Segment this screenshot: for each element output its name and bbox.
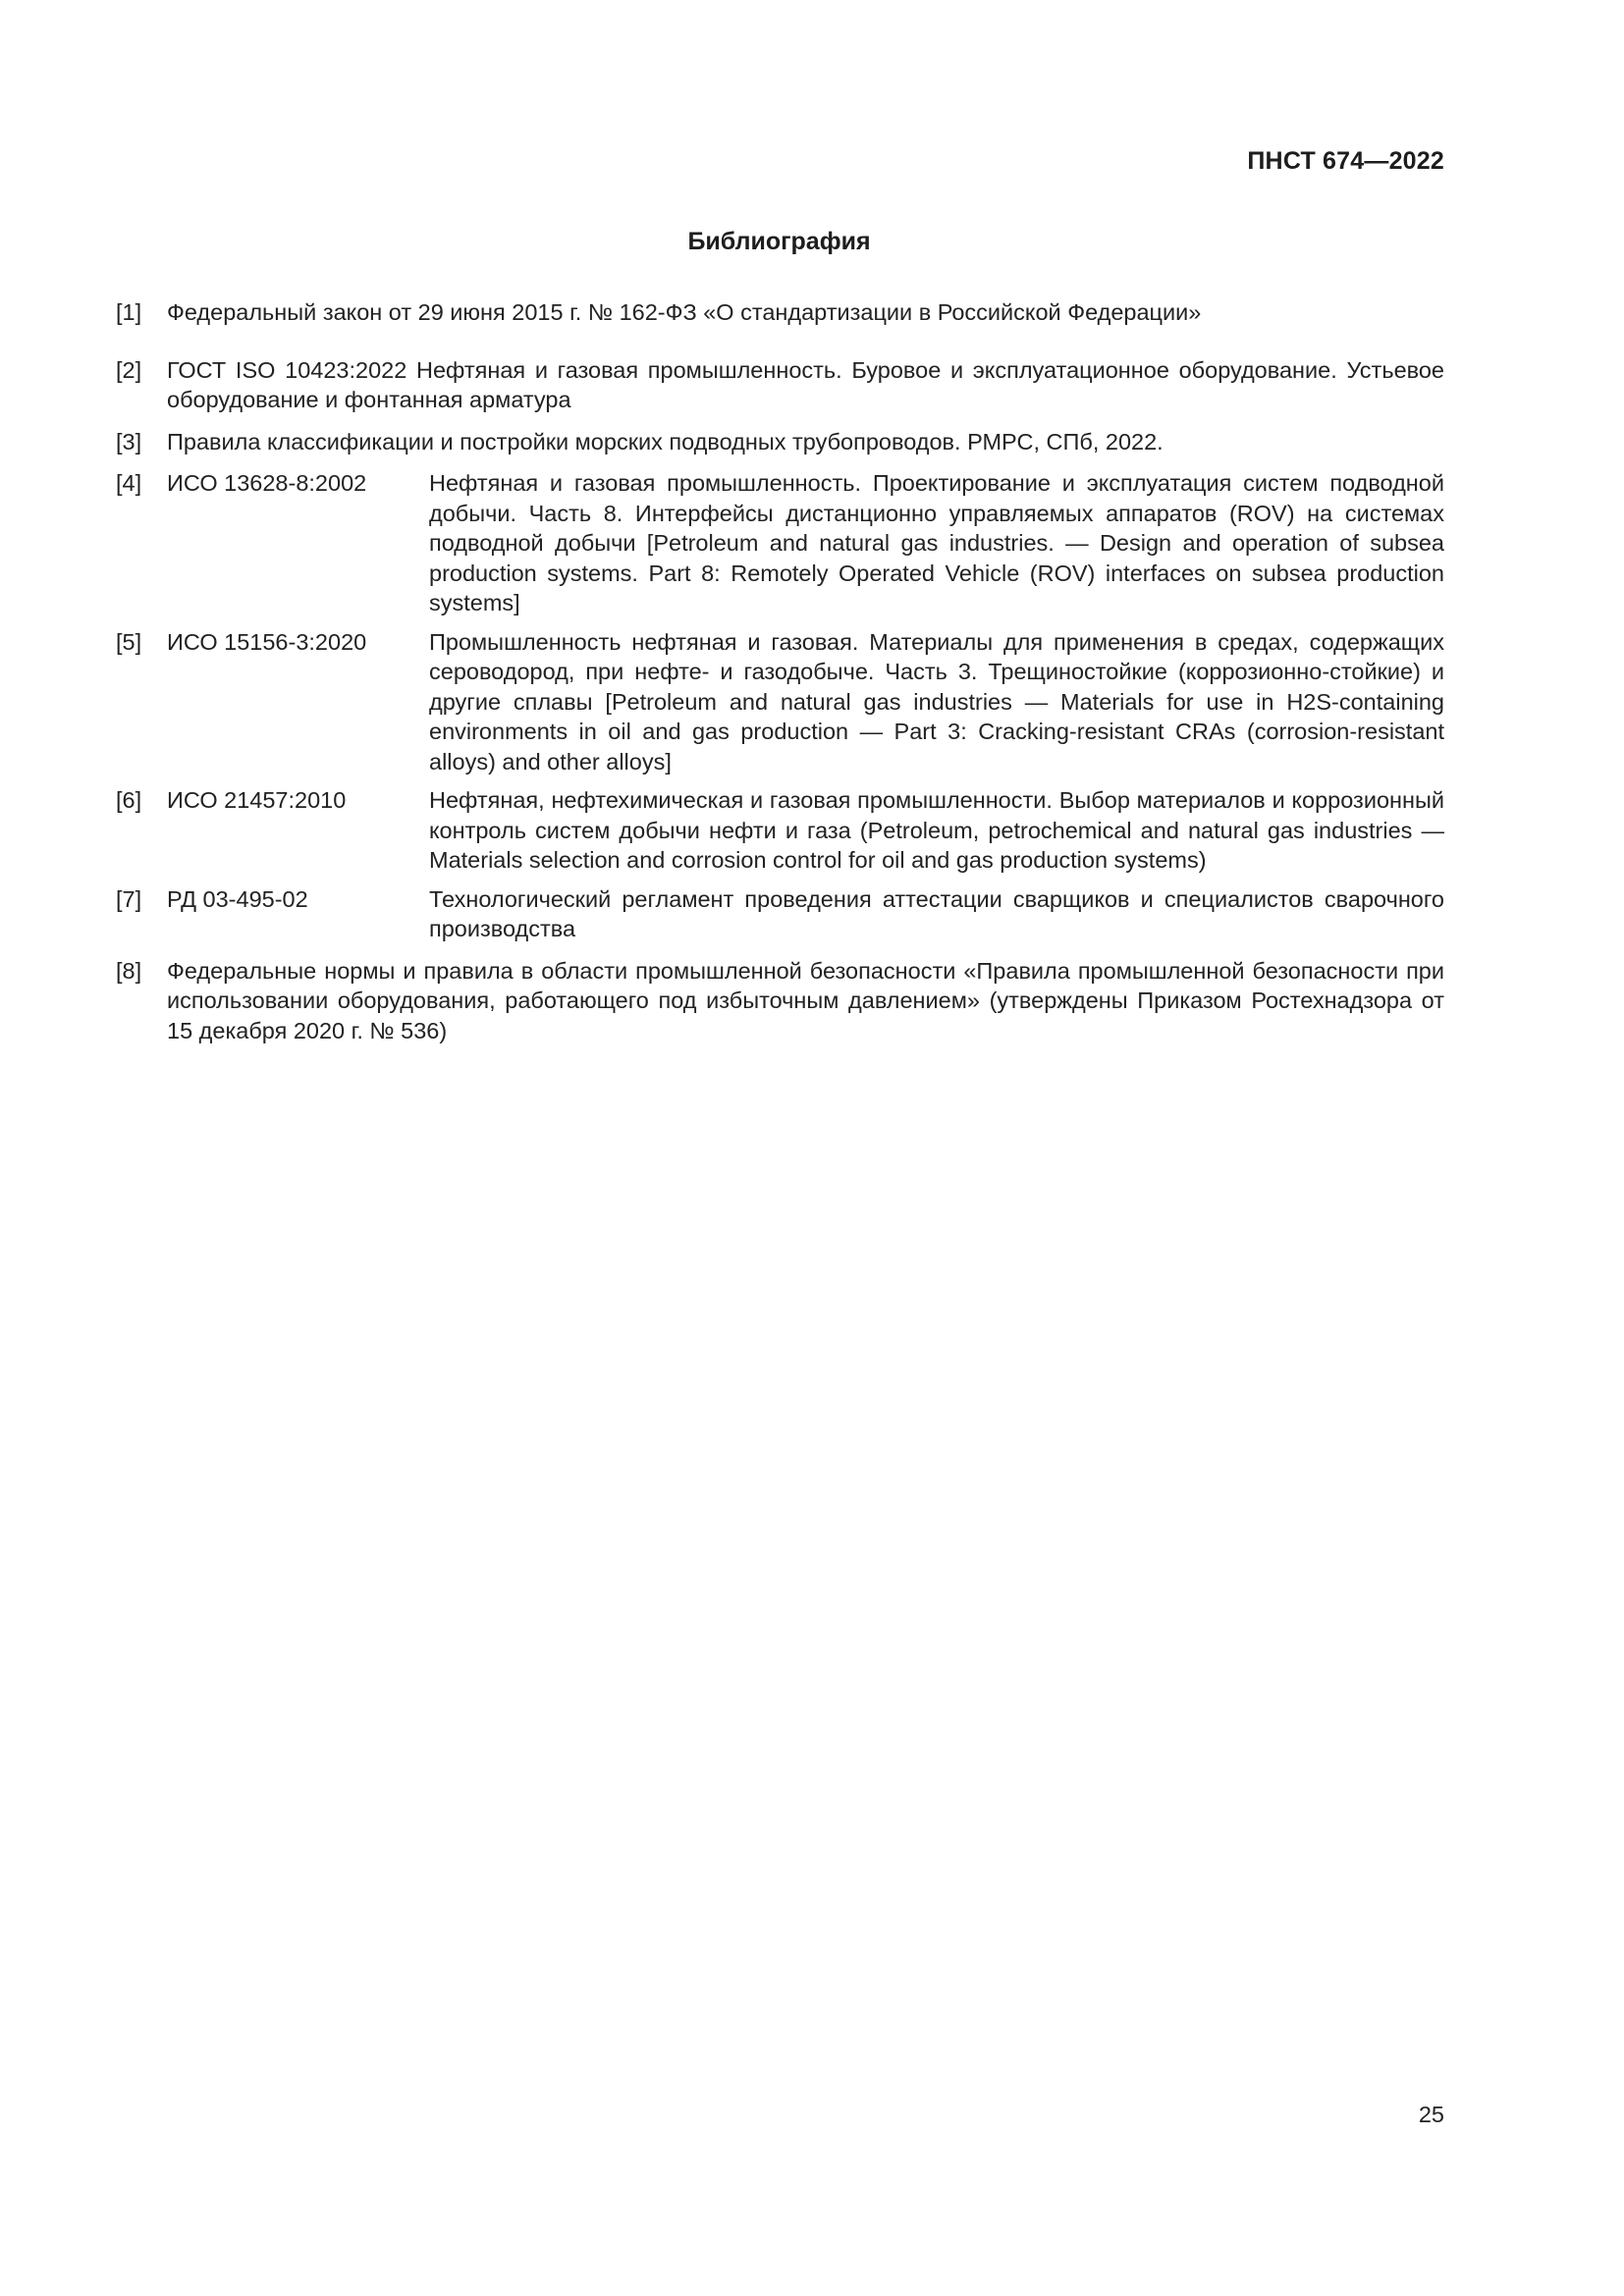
entry-number: [8]	[116, 957, 142, 984]
entry-number: [2]	[116, 356, 142, 383]
bibliography-entry-8	[116, 956, 1444, 1046]
entry-number: [7]	[116, 885, 142, 912]
page-number: 25	[1418, 2102, 1444, 2127]
bibliography-entry-3	[116, 427, 1444, 457]
entry-number: [4]	[116, 470, 142, 496]
entry-text: Правила классификации и постройки морских подводных трубопроводов. РМРС, СПб, 2022.	[167, 428, 1164, 454]
entry-text: Промышленность нефтяная и газовая. Материалы для применения в средах, содержащих сероводород, при нефте- и газодобыче. Часть 3. Трещиностойкие (коррозионно-стойкие) и другие сплавы [Petroleum and natural gas industries — Materials for use in H2S-containing environments in oil and gas production — Part 3: Cracking-resistant CRAs (corrosion-resistant alloys) and other alloys]	[429, 628, 1444, 774]
bibliography-entry-7	[116, 884, 1444, 944]
entry-standard-code: ИСО 15156-3:2020	[167, 628, 367, 655]
bibliography-entry-5	[116, 627, 1444, 777]
entry-number: [6]	[116, 787, 142, 813]
bibliography-entry-4	[116, 468, 1444, 618]
entry-text: Нефтяная, нефтехимическая и газовая промышленности. Выбор материалов и коррозионный контроль систем добычи нефти и газа (Petroleum, petrochemical and natural gas industries — Materials selection and corrosion control for oil and gas production systems)	[429, 787, 1444, 873]
entry-text: Нефтяная и газовая промышленность. Проектирование и эксплуатация систем подводной добычи. Часть 8. Интерфейсы дистанционно управляемых аппаратов (ROV) на системах подводной добычи [Petroleum and natural gas industries. — Design and operation of subsea production systems. Part 8: Remotely Operated Vehicle (ROV) interfaces on subsea production systems]	[429, 470, 1444, 615]
entry-text: Технологический регламент проведения аттестации сварщиков и специалистов сварочного производства	[429, 885, 1444, 941]
section-title: Библиография	[687, 228, 871, 255]
entry-number: [5]	[116, 628, 142, 655]
entry-text: ГОСТ ISO 10423:2022 Нефтяная и газовая промышленность. Буровое и эксплуатационное оборудование. Устьевое оборудование и фонтанная арматура	[167, 356, 1444, 412]
entry-standard-code: ИСО 13628-8:2002	[167, 470, 367, 496]
bibliography-entry-6	[116, 785, 1444, 876]
entry-standard-code: ИСО 21457:2010	[167, 787, 347, 813]
entry-text: Федеральные нормы и правила в области промышленной безопасности «Правила промышленной безопасности при использовании оборудования, работающего под избыточным давлением» (утверждены Приказом Ростехнадзора от 15 декабря 2020 г. № 536)	[167, 957, 1444, 1043]
bibliography-list	[116, 297, 1444, 1045]
bibliography-entry-2	[116, 355, 1444, 415]
entry-text: Федеральный закон от 29 июня 2015 г. № 162-ФЗ «О стандартизации в Российской Федерации»	[167, 299, 1202, 325]
bibliography-entry-1	[116, 297, 1444, 328]
entry-number: [1]	[116, 299, 142, 325]
entry-standard-code: РД 03-495-02	[167, 885, 308, 912]
entry-number: [3]	[116, 428, 142, 454]
document-code: ПНСТ 674—2022	[1247, 147, 1444, 175]
